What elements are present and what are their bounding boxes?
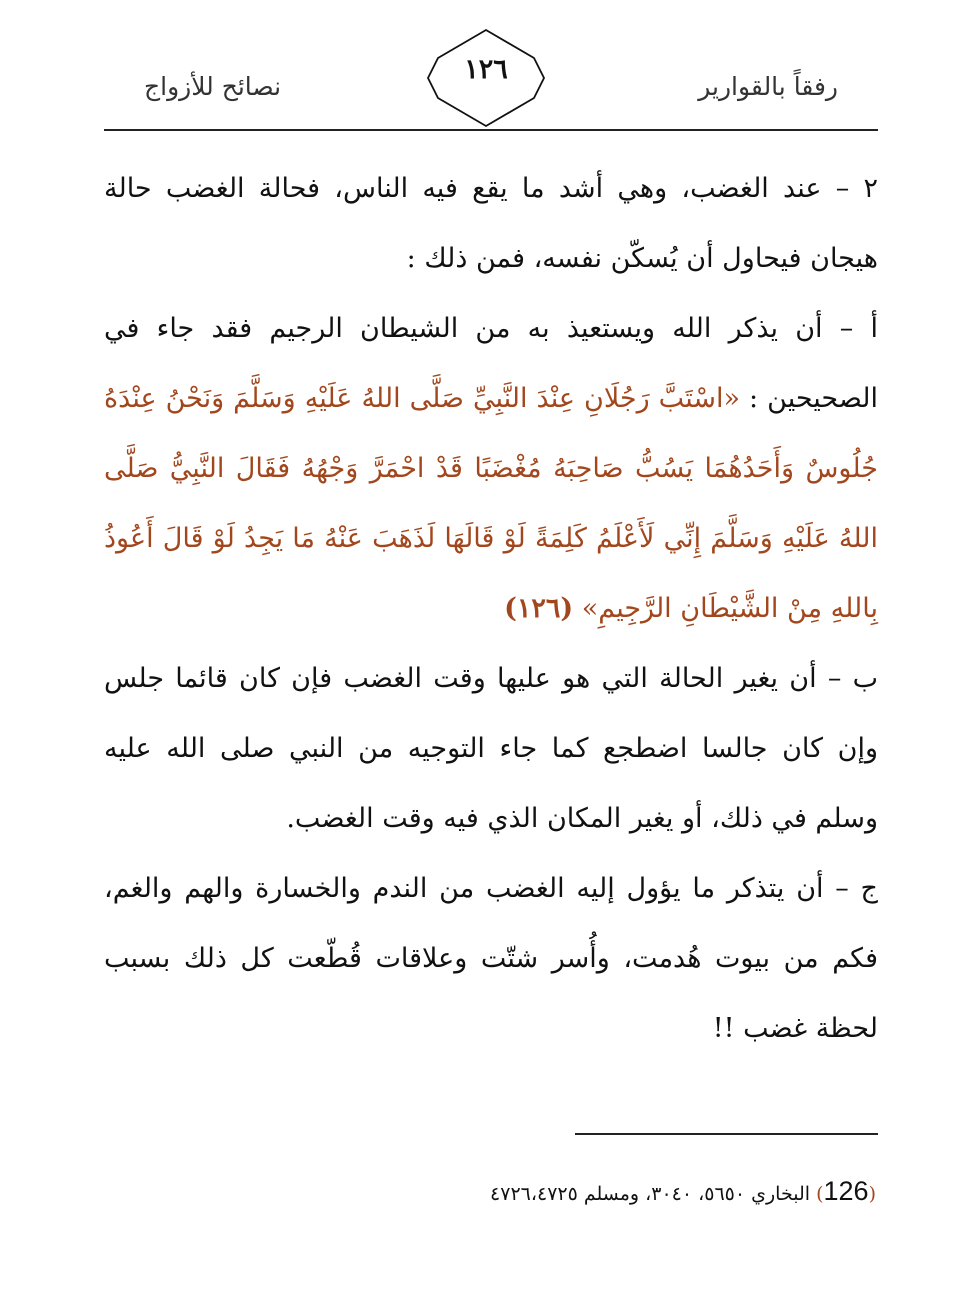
item-a-intro: أ – أن يذكر الله ويستعيذ به من الشيطان الرجيم فقد جاء في الصحيحين : <box>104 313 878 414</box>
footnote <box>102 1176 876 1207</box>
header-divider <box>104 129 878 131</box>
footnote-open-paren: ( <box>868 1183 876 1205</box>
paragraph-item-c: ج – أن يتذكر ما يؤول إليه الغضب من الندم والخسارة والهم والغم، فكم من بيوت هُدمت، وأُسر شتّت وعلاقات قُطّعت كل ذلك بسبب لحظة غضب !! <box>104 873 878 1044</box>
paragraph-item-a <box>104 294 878 644</box>
page-number: ١٢٦ <box>464 54 508 85</box>
page-body <box>104 154 878 1064</box>
paragraph-item-2: ٢ – عند الغضب، وهي أشد ما يقع فيه الناس، فحالة الغضب حالة هيجان فيحاول أن يُسكّن نفسه، فمن ذلك : <box>104 173 878 274</box>
footnote-divider <box>575 1133 878 1135</box>
footnote-number: 126 <box>823 1176 869 1206</box>
footnote-text: البخاري ٥٦٥٠، ٣٠٤٠، ومسلم ٤٧٢٦،٤٧٢٥ <box>490 1183 811 1205</box>
hadith-quote: «اسْتَبَّ رَجُلَانِ عِنْدَ النَّبِيِّ صَلَّى اللهُ عَلَيْهِ وَسَلَّمَ وَنَحْنُ عِنْدَهُ جُلُوسٌ وَأَحَدُهُمَا يَسُبُّ صَاحِبَهُ مُغْضَبًا قَدْ احْمَرَّ وَجْهُهُ فَقَالَ النَّبِيُّ صَلَّى اللهُ عَلَيْهِ وَسَلَّمَ إِنِّي لَأَعْلَمُ كَلِمَةً لَوْ قَالَهَا لَذَهَبَ عَنْهُ مَا يَجِدُ لَوْ قَالَ أَعُوذُ بِاللهِ مِنْ الشَّيْطَانِ الرَّجِيمِ» <box>104 383 878 624</box>
paragraph-item-b: ب – أن يغير الحالة التي هو عليها وقت الغضب فإن كان قائما جلس وإن كان جالسا اضطجع كما جاء التوجيه من النبي صلى الله عليه وسلم في ذلك، أو يغير المكان الذي فيه وقت الغضب. <box>104 663 878 834</box>
book-title: رفقاً بالقوارير <box>698 72 838 101</box>
page-header <box>104 28 878 134</box>
footnote-reference[interactable]: (١٢٦) <box>504 593 574 624</box>
chapter-title: نصائح للأزواج <box>144 72 282 101</box>
page-number-badge <box>426 28 546 128</box>
footnote-close-paren: ) <box>816 1183 824 1205</box>
